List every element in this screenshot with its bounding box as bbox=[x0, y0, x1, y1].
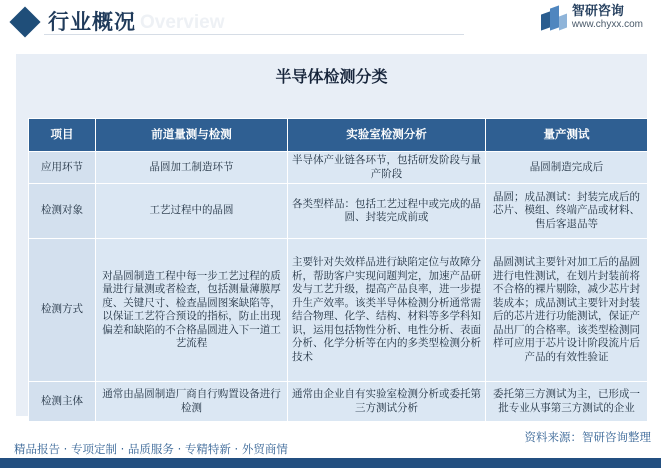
brand bbox=[541, 5, 643, 31]
table-cell: 工艺过程中的晶圆 bbox=[96, 184, 288, 239]
table-cell: 通常由晶圆制造厂商自行购置设备进行检测 bbox=[96, 382, 288, 422]
table-cell: 晶圆测试主要针对加工后的晶圆进行电性测试，在划片封装前将不合格的裸片剔除，减少芯片封装成本；成品测试主要针对封装后的芯片进行功能测试，保证产品出厂的合格率。该类型检测同样可应用于芯片设计阶段流片后产品的有效性验证 bbox=[486, 239, 648, 382]
column-header: 量产测试 bbox=[486, 119, 648, 152]
table-cell: 主要针对失效样品进行缺陷定位与故障分析，帮助客户实现问题判定，加速产品研发与工艺升级，提高产品良率，进一步提升生产效率。该类半导体检测分析通常需结合物理、化学、结构、材料等多学科知识，运用包括物性分析、电性分析、表面分析、化学分析等在内的多类型检测分析技术 bbox=[288, 239, 486, 382]
table-cell: 各类型样品：包括工艺过程中或完成的晶圆、封装完成前或 bbox=[288, 184, 486, 239]
classification-table bbox=[28, 118, 648, 422]
footer-services: 精品报告 · 专项定制 · 品质服务 · 专精特新 · 外贸商情 bbox=[14, 442, 288, 456]
table-row bbox=[29, 184, 648, 239]
header-divider bbox=[44, 34, 464, 35]
row-header: 检测方式 bbox=[29, 239, 96, 382]
table-cell: 委托第三方测试为主，已形成一批专业从事第三方测试的企业 bbox=[486, 382, 648, 422]
source-note: 资料来源：智研咨询整理 bbox=[524, 430, 651, 444]
footer-bar bbox=[0, 458, 661, 468]
brand-logo-icon bbox=[541, 5, 567, 31]
table-cell: 通常由企业自有实验室检测分析或委托第三方测试分析 bbox=[288, 382, 486, 422]
table-row bbox=[29, 382, 648, 422]
table-row bbox=[29, 152, 648, 184]
column-header: 前道量测与检测 bbox=[96, 119, 288, 152]
diamond-icon bbox=[9, 6, 40, 37]
page-title: 行业概况 bbox=[48, 10, 136, 34]
table-cell: 对晶圆制造工程中每一步工艺过程的质量进行量测或者检查，包括测量薄膜厚度、关键尺寸、检查晶圆图案缺陷等，以保证工艺符合预设的指标，防止出现偏差和缺陷的不合格晶圆进入下一道工艺流程 bbox=[96, 239, 288, 382]
table-cell: 晶圆制造完成后 bbox=[486, 152, 648, 184]
page-subtitle: Overview bbox=[140, 12, 225, 33]
table-cell: 晶圆加工制造环节 bbox=[96, 152, 288, 184]
row-header: 检测对象 bbox=[29, 184, 96, 239]
column-header: 项目 bbox=[29, 119, 96, 152]
table-cell: 晶圆；成品测试：封装完成后的芯片、模组、终端产品或材料、售后客退品等 bbox=[486, 184, 648, 239]
brand-name: 智研咨询 bbox=[571, 4, 624, 19]
brand-url: www.chyxx.com bbox=[571, 19, 643, 30]
row-header: 检测主体 bbox=[29, 382, 96, 422]
page-header bbox=[0, 0, 661, 46]
table-cell: 半导体产业链各环节，包括研发阶段与量产阶段 bbox=[288, 152, 486, 184]
column-header: 实验室检测分析 bbox=[288, 119, 486, 152]
table-header-row bbox=[29, 119, 648, 152]
table-row bbox=[29, 239, 648, 382]
table-title: 半导体检测分类 bbox=[275, 67, 388, 86]
row-header: 应用环节 bbox=[29, 152, 96, 184]
